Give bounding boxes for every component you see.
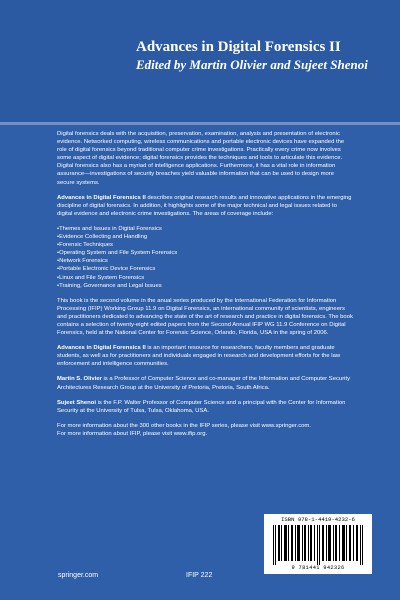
more-info-springer: For more information about the 300 other books in the IFIP series, please visit www.springer.com. xyxy=(57,422,311,429)
editor-shenoi-name: Sujeet Shenoi xyxy=(57,399,96,406)
series-number: IFIP 222 xyxy=(186,572,213,579)
summary-text: describes original research results and innovative applications in the emerging discipline of digital forensics. In addition, it highlights some of the major technical and legal issues related to digital evidence and electronic crime investigations. The areas of coverage include: xyxy=(57,194,352,217)
list-item: • Linux and File System Forensics xyxy=(57,274,353,282)
barcode-label xyxy=(264,514,372,574)
audience-text: is an important resource for researchers, faculty members and graduate students, as well as for practitioners and individuals engaged in research and development efforts for the law enforcement and intelligence communities. xyxy=(57,345,341,368)
book-editors: Edited by Martin Olivier and Sujeet Shenoi xyxy=(136,57,368,72)
list-item: • Themes and Issues in Digital Forensics xyxy=(57,225,353,233)
list-item: • Training, Governance and Legal Issues xyxy=(57,282,353,290)
list-item: • Evidence Collecting and Handling xyxy=(57,233,353,241)
list-item: • Portable Electronic Device Forensics xyxy=(57,265,353,273)
summary-paragraph xyxy=(57,194,353,218)
intro-paragraph: Digital forensics deals with the acquisition, preservation, examination, analysis and presentation of electronic evidence. Networked computing, wireless communications and portable electronic devices have expanded the role of digital forensics beyond traditional computer crime investigations. Practically every crime now involves some aspect of digital evidence; digital forensics provides the techniques and tools to articulate this evidence. Digital forensics also has a myriad of intelligence applications. Furthermore, it has a vital role in information assurance—investigations of security breaches yield valuable information that can be used to design more secure systems. xyxy=(57,131,345,186)
coverage-areas-list xyxy=(57,225,353,290)
publisher-url[interactable]: springer.com xyxy=(58,572,99,579)
editor-shenoi-text: is the F.P. Walter Professor of Computer Science and a principal with the Center for Information Security at the University of Tulsa, Tulsa, Oklahoma, USA. xyxy=(57,399,346,414)
ean-number: 9 781441 942326 xyxy=(291,565,345,571)
list-item: • Operating System and File System Forensics xyxy=(57,249,353,257)
audience-book-title: Advances in Digital Forensics II xyxy=(57,345,146,352)
editor-olivier-text: is a Professor of Computer Science and co-manager of the Information and Computer Security Architectures Research Group at the University of Pretoria, Pretoria, South Africa. xyxy=(57,376,351,391)
editor-shenoi-bio xyxy=(57,399,353,415)
cover-header xyxy=(0,0,400,122)
more-info-paragraph xyxy=(57,422,353,438)
list-item: • Network Forensics xyxy=(57,257,353,265)
barcode-icon xyxy=(272,525,364,565)
isbn-number: ISBN 978-1-4419-4232-6 xyxy=(281,516,355,523)
header-divider xyxy=(0,122,400,125)
editor-olivier-bio xyxy=(57,375,353,391)
list-item: • Forensic Techniques xyxy=(57,241,353,249)
series-paragraph: This book is the second volume in the anual series produced by the International Federation for Information Processing (IFIP) Working Group 11.9 on Digital Forensics, an international community of scientists, engineers and practitioners dedicated to advancing the state of the art of research and practice in digital forensics. The book contains a selection of twenty-eight edited papers from the Second Annual IFIP WG 11.9 Conference on Digital Forensics, held at the National Center for Forensic Science, Orlando, Florida, USA in the spring of 2006. xyxy=(57,297,353,337)
more-info-ifip: For more information about IFIP, please visit www.ifip.org. xyxy=(57,430,208,437)
summary-book-title: Advances in Digital Forensics II xyxy=(57,194,146,201)
back-cover-text xyxy=(57,130,353,445)
editor-olivier-name: Martin S. Olivier xyxy=(57,376,102,383)
book-title: Advances in Digital Forensics II xyxy=(136,39,341,55)
audience-paragraph xyxy=(57,344,353,368)
